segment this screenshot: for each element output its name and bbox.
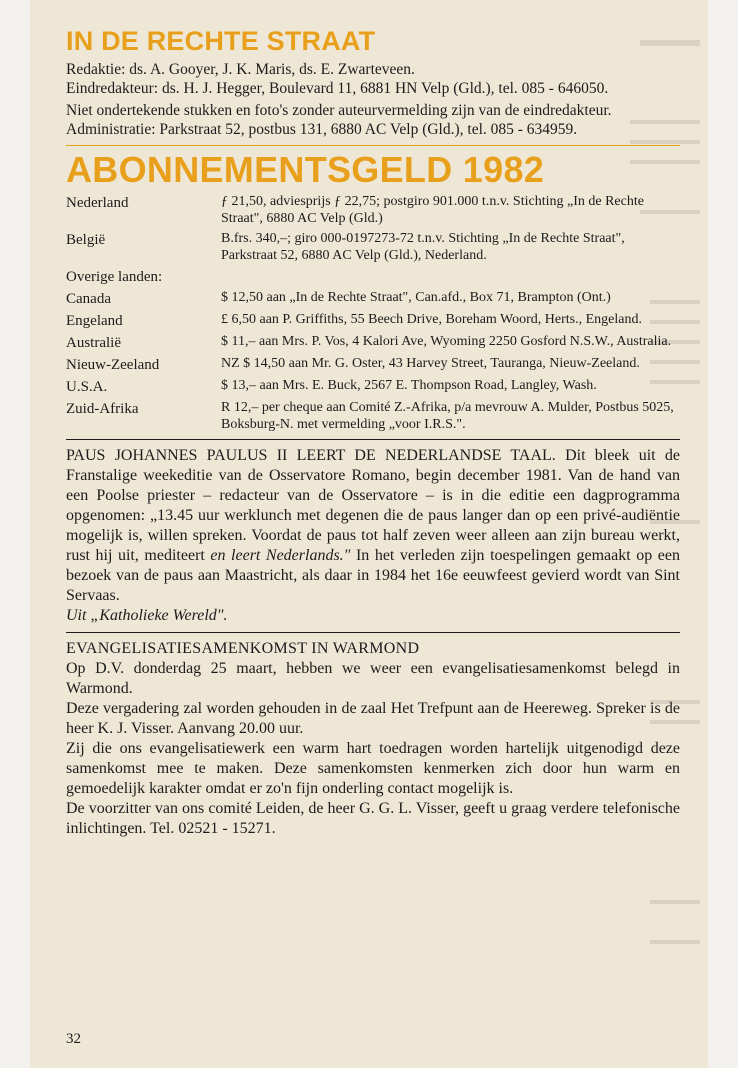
rate-details: R 12,– per cheque aan Comité Z.-Afrika, p/a mevrouw A. Mulder, Postbus 5025, Boksburg-N. met vermelding „voor I.R.S.". [221,400,674,432]
pope-article-body: Dit bleek uit de Franstalige weekeditie van de Osservatore Romano, begin december 1981. Van de hand van een Poolse priester – redacteur van de Osservatore – is in die editie een dagprogramma opgenomen: „13.45 uur werklunch met degenen die de paus langer dan op een privé-audiëntie mogelijk is, willen spreken. Voordat de paus tot half zeven weer alleen aan zijn bureau werkt, rust hij uit, mediteert [66,447,680,564]
rate-details: $ 11,– aan Mrs. P. Vos, 4 Kalori Ave, Wyoming 2250 Gosford N.S.W., Australia. [221,334,672,349]
rate-row [66,312,680,330]
rate-row [66,356,680,374]
rate-country: Nederland [66,195,129,211]
rate-country: Engeland [66,313,123,329]
section-divider [66,439,680,440]
rate-country: Nieuw-Zeeland [66,357,160,373]
pope-article [66,446,680,606]
rate-country: Canada [66,291,111,307]
rate-details: B.frs. 340,–; giro 000-0197273-72 t.n.v. Stichting „In de Rechte Straat", Parkstraat 52, 6880 AC Velp (Gld.), Nederland. [221,231,625,263]
page [30,0,708,1068]
rate-row [66,194,680,227]
disclaimer-line: Niet ondertekende stukken en foto's zonder auteurvermelding zijn van de eindredakteur. [66,102,612,119]
rate-details: $ 13,– aan Mrs. E. Buck, 2567 E. Thompson Road, Langley, Wash. [221,378,597,393]
rate-details: $ 12,50 aan „In de Rechte Straat", Can.afd., Box 71, Brampton (Ont.) [221,290,611,305]
rate-country: Australië [66,335,121,351]
rate-row [66,334,680,352]
rate-row [66,290,680,308]
warmond-paragraph-4: De voorzitter van ons comité Leiden, de heer G. G. L. Visser, geeft u graag verdere telefonische inlichtingen. Tel. 02521 - 15271. [66,800,680,837]
pope-article-lead: PAUS JOHANNES PAULUS II LEERT DE NEDERLANDSE TAAL. [66,447,556,464]
pope-article-italic: en leert Nederlands." [210,547,351,564]
other-countries-label: Overige landen: [66,269,163,285]
warmond-paragraph-3: Zij die ons evangelisatiewerk een warm hart toedragen worden hartelijk uitgenodigd deze samenkomst mee te maken. Deze samenkomsten kenmerken zich door hun warm en gemoedelijk karakter omdat er zo'n fijn onderling contact mogelijk is. [66,740,680,797]
rate-country: België [66,232,106,248]
orange-divider [66,145,680,146]
editors-line: Redaktie: ds. A. Gooyer, J. K. Maris, ds. E. Zwarteveen. [66,61,415,78]
warmond-heading: EVANGELISATIESAMENKOMST IN WARMOND [66,640,420,657]
subscription-rates-table [66,194,680,433]
masthead-title: IN DE RECHTE STRAAT [66,26,376,56]
page-content [66,26,680,839]
rate-country: U.S.A. [66,379,108,395]
administration-line: Administratie: Parkstraat 52, postbus 131, 6880 AC Velp (Gld.), tel. 085 - 634959. [66,121,578,138]
section-divider [66,632,680,633]
pope-article-body-2: In het verleden zijn toespelingen gemaakt op een bezoek van de paus aan Maastricht, als daar in 1984 het 16e eeuwfeest gevierd wordt van Sint Servaas. [66,547,680,604]
warmond-paragraph-2: Deze vergadering zal worden gehouden in de zaal Het Trefpunt aan de Heereweg. Spreker is de heer K. J. Visser. Aanvang 20.00 uur. [66,700,680,737]
rate-row [66,231,680,264]
rate-row [66,378,680,396]
rate-details: £ 6,50 aan P. Griffiths, 55 Beech Drive, Boreham Woord, Herts., Engeland. [221,312,642,327]
page-number: 32 [66,1031,81,1047]
warmond-paragraph-1: Op D.V. donderdag 25 maart, hebben we weer een evangelisatiesamenkomst belegd in Warmond. [66,660,680,697]
chief-editor-line: Eindredakteur: ds. H. J. Hegger, Boulevard 11, 6881 HN Velp (Gld.), tel. 085 - 646050. [66,80,609,97]
rate-details: ƒ 21,50, adviesprijs ƒ 22,75; postgiro 901.000 t.n.v. Stichting „In de Rechte Straat", 6880 AC Velp (Gld.) [221,194,644,226]
rate-row [66,400,680,433]
pope-article-source: Uit „Katholieke Wereld". [66,607,228,624]
rate-details: NZ $ 14,50 aan Mr. G. Oster, 43 Harvey Street, Tauranga, Nieuw-Zeeland. [221,356,640,371]
subscription-title: ABONNEMENTSGELD 1982 [66,149,545,190]
rate-country: Zuid-Afrika [66,401,139,417]
